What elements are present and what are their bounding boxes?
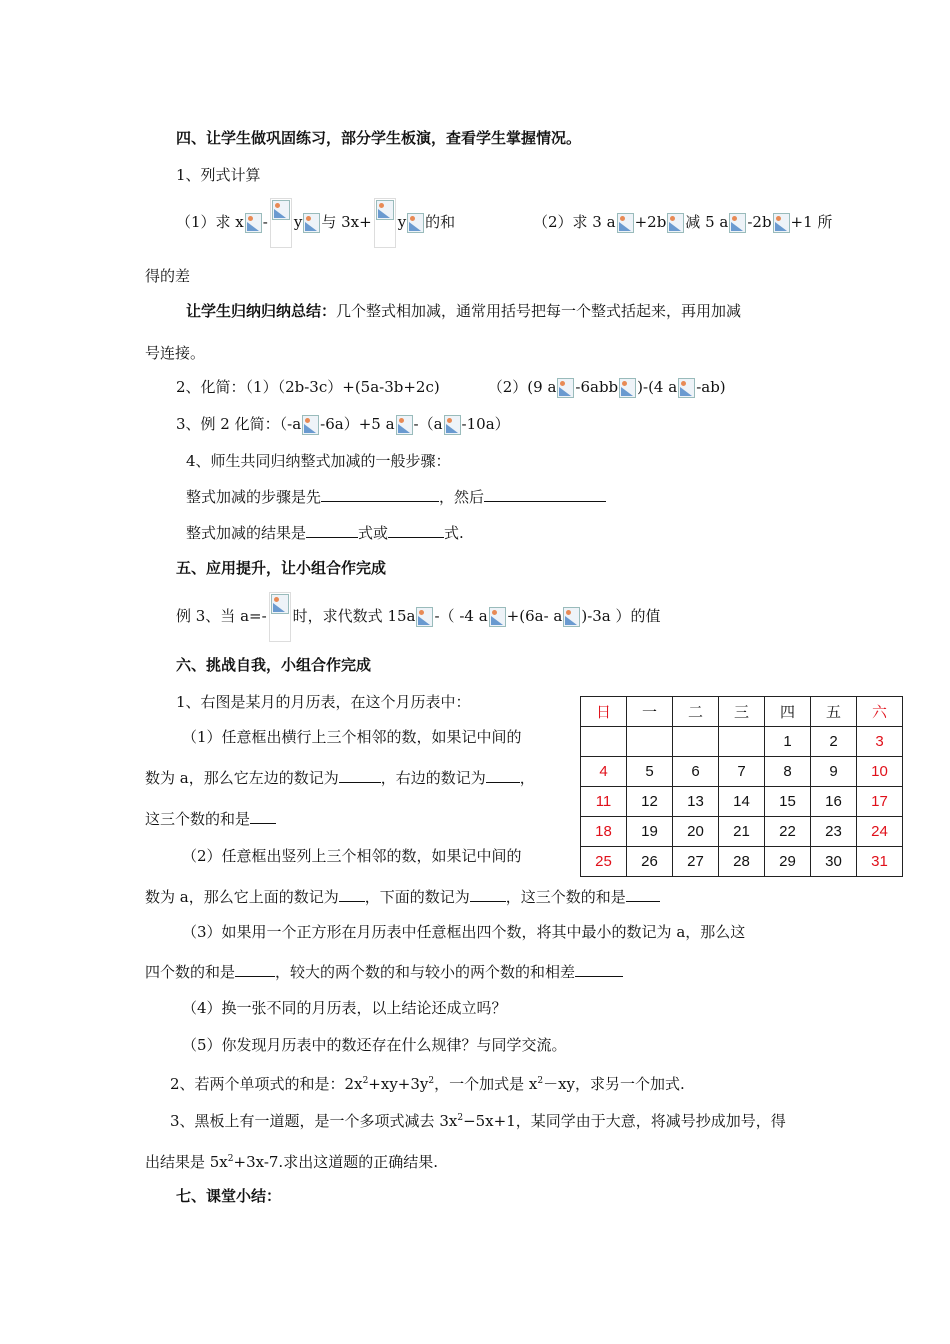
section-5-title: 五、应用提升，让小组合作完成 [176, 559, 387, 577]
formula-image-icon [245, 213, 262, 233]
section-6-title: 六、挑战自我，小组合作完成 [176, 656, 372, 674]
formula-image-icon [617, 213, 634, 233]
calendar-cell: 9 [811, 757, 857, 787]
calendar-cell: 23 [811, 817, 857, 847]
calendar-cell: 25 [581, 847, 627, 877]
calendar-cell [719, 727, 765, 757]
result-sentence: 整式加减的结果是 式或 式. [186, 524, 464, 542]
calendar-cell: 12 [627, 787, 673, 817]
problem-3: 3、黑板上有一道题，是一个多项式减去 $3x^2-5x+1$，某同学由于大意，将减号抄成加号，得 [170, 1112, 786, 1130]
summary-paragraph: 让学生归纳归纳总结：几个整式相加减，通常用括号把每一个整式括起来，再用加减 [186, 302, 742, 320]
calendar-header-sat: 六 [857, 697, 903, 727]
calendar-cell: 2 [811, 727, 857, 757]
formula-image-icon [557, 378, 574, 398]
calendar-intro: 1、右图是某月的月历表，在这个月历表中： [176, 693, 471, 711]
blank-line [339, 768, 381, 783]
blank-line [575, 962, 623, 977]
month-calendar [580, 696, 903, 877]
calendar-cell: 19 [627, 817, 673, 847]
calendar-cell: 18 [581, 817, 627, 847]
calendar-cell [581, 727, 627, 757]
calendar-week-row [581, 847, 903, 877]
calendar-cell: 10 [857, 757, 903, 787]
fraction-image-icon [374, 198, 396, 248]
calendar-cell: 31 [857, 847, 903, 877]
formula-image-icon [678, 378, 695, 398]
calendar-cell: 16 [811, 787, 857, 817]
formula-image-icon [303, 213, 320, 233]
calendar-cell: 14 [719, 787, 765, 817]
calendar-header-row [581, 697, 903, 727]
formula-image-icon [619, 378, 636, 398]
formula-image-icon [563, 607, 580, 627]
fraction-image-icon [269, 592, 291, 642]
calendar-header-tue: 二 [673, 697, 719, 727]
calendar-cell: 7 [719, 757, 765, 787]
calendar-question-1-line-2: 数为 a，那么它左边的数记为 ，右边的数记为 ， [145, 769, 535, 787]
calendar-cell: 8 [765, 757, 811, 787]
calendar-cell: 28 [719, 847, 765, 877]
calendar-cell: 6 [673, 757, 719, 787]
formula-image-icon [444, 415, 461, 435]
section-4-title: 四、让学生做巩固练习，部分学生板演，查看学生掌握情况。 [176, 129, 582, 147]
exercise-3: 3、例 2 化简：（-a -6a）+5 a -（a -10a） [176, 415, 510, 433]
exercise-1-heading: 1、列式计算 [176, 166, 261, 184]
calendar-header-sun: 日 [581, 697, 627, 727]
calendar-cell: 24 [857, 817, 903, 847]
example-3: 例 3、当 a=- 时，求代数式 15a -（ -4 a +(6a- a )-3a ）的值 [176, 592, 661, 642]
calendar-cell: 22 [765, 817, 811, 847]
calendar-question-4: （4）换一张不同的月历表，以上结论还成立吗？ [182, 999, 507, 1017]
calendar-week-row [581, 787, 903, 817]
exercise-2: 2、化简：（1）（2b-3c）+(5a-3b+2c) （2）(9 a -6abb )-(4 a -ab) [176, 378, 726, 396]
calendar-cell [673, 727, 719, 757]
summary-continued: 号连接。 [145, 344, 206, 362]
calendar-cell: 17 [857, 787, 903, 817]
calendar-cell: 13 [673, 787, 719, 817]
calendar-question-1: （1）任意框出横行上三个相邻的数，如果记中间的 [182, 728, 522, 746]
blank-line [306, 523, 358, 538]
calendar-cell: 15 [765, 787, 811, 817]
fraction-image-icon [270, 198, 292, 248]
calendar-header-fri: 五 [811, 697, 857, 727]
formula-image-icon [302, 415, 319, 435]
blank-line [470, 887, 506, 902]
exercise-1-part-1: （1）求 x - y 与 3x+ y 的和 [176, 198, 455, 248]
calendar-cell: 5 [627, 757, 673, 787]
calendar-question-5: （5）你发现月历表中的数还存在什么规律？与同学交流。 [182, 1036, 567, 1054]
blank-line [339, 887, 365, 902]
calendar-cell: 1 [765, 727, 811, 757]
formula-image-icon [773, 213, 790, 233]
calendar-cell: 29 [765, 847, 811, 877]
calendar-cell: 30 [811, 847, 857, 877]
calendar-cell: 20 [673, 817, 719, 847]
calendar-cell: 4 [581, 757, 627, 787]
blank-line [250, 809, 276, 824]
calendar-cell: 26 [627, 847, 673, 877]
calendar-header-thu: 四 [765, 697, 811, 727]
calendar-question-3: （3）如果用一个正方形在月历表中任意框出四个数，将其中最小的数记为 a，那么这 [182, 923, 746, 941]
calendar-cell [627, 727, 673, 757]
blank-line [626, 887, 660, 902]
formula-image-icon [729, 213, 746, 233]
calendar-cell: 3 [857, 727, 903, 757]
blank-line [486, 768, 520, 783]
formula-image-icon [396, 415, 413, 435]
calendar-week-row [581, 727, 903, 757]
section-7-title: 七、课堂小结： [176, 1187, 282, 1205]
calendar-question-3-line-2: 四个数的和是 ，较大的两个数的和与较小的两个数的和相差 [145, 962, 623, 982]
blank-line [388, 523, 444, 538]
calendar-header-wed: 三 [719, 697, 765, 727]
calendar-cell: 27 [673, 847, 719, 877]
formula-image-icon [407, 213, 424, 233]
calendar-question-2: （2）任意框出竖列上三个相邻的数，如果记中间的 [182, 847, 522, 865]
calendar-question-1-line-3: 这三个数的和是 [145, 809, 276, 829]
calendar-cell: 11 [581, 787, 627, 817]
problem-2: 2、若两个单项式的和是：$2x^2+xy+3y^2$，一个加式是 $x^2-xy$，求另一个加式. [170, 1075, 685, 1093]
formula-image-icon [416, 607, 433, 627]
blank-line [484, 487, 606, 502]
steps-sentence: 整式加减的步骤是先 ，然后 [186, 487, 606, 507]
calendar-cell: 21 [719, 817, 765, 847]
calendar-header-mon: 一 [627, 697, 673, 727]
exercise-4: 4、师生共同归纳整式加减的一般步骤： [186, 452, 451, 470]
blank-line [321, 487, 439, 502]
calendar-week-row [581, 817, 903, 847]
calendar-week-row [581, 757, 903, 787]
formula-image-icon [667, 213, 684, 233]
exercise-1-part-2-continued: 得的差 [145, 267, 191, 285]
calendar-question-2-line-2: 数为 a，那么它上面的数记为 ，下面的数记为 ，这三个数的和是 [145, 887, 660, 907]
exercise-1-part-2: （2）求 3 a +2b 减 5 a -2b +1 所 [533, 213, 833, 231]
blank-line [235, 962, 275, 977]
problem-3-continued: 出结果是 $5x^2+3x-7$.求出这道题的正确结果. [145, 1153, 438, 1171]
formula-image-icon [489, 607, 506, 627]
